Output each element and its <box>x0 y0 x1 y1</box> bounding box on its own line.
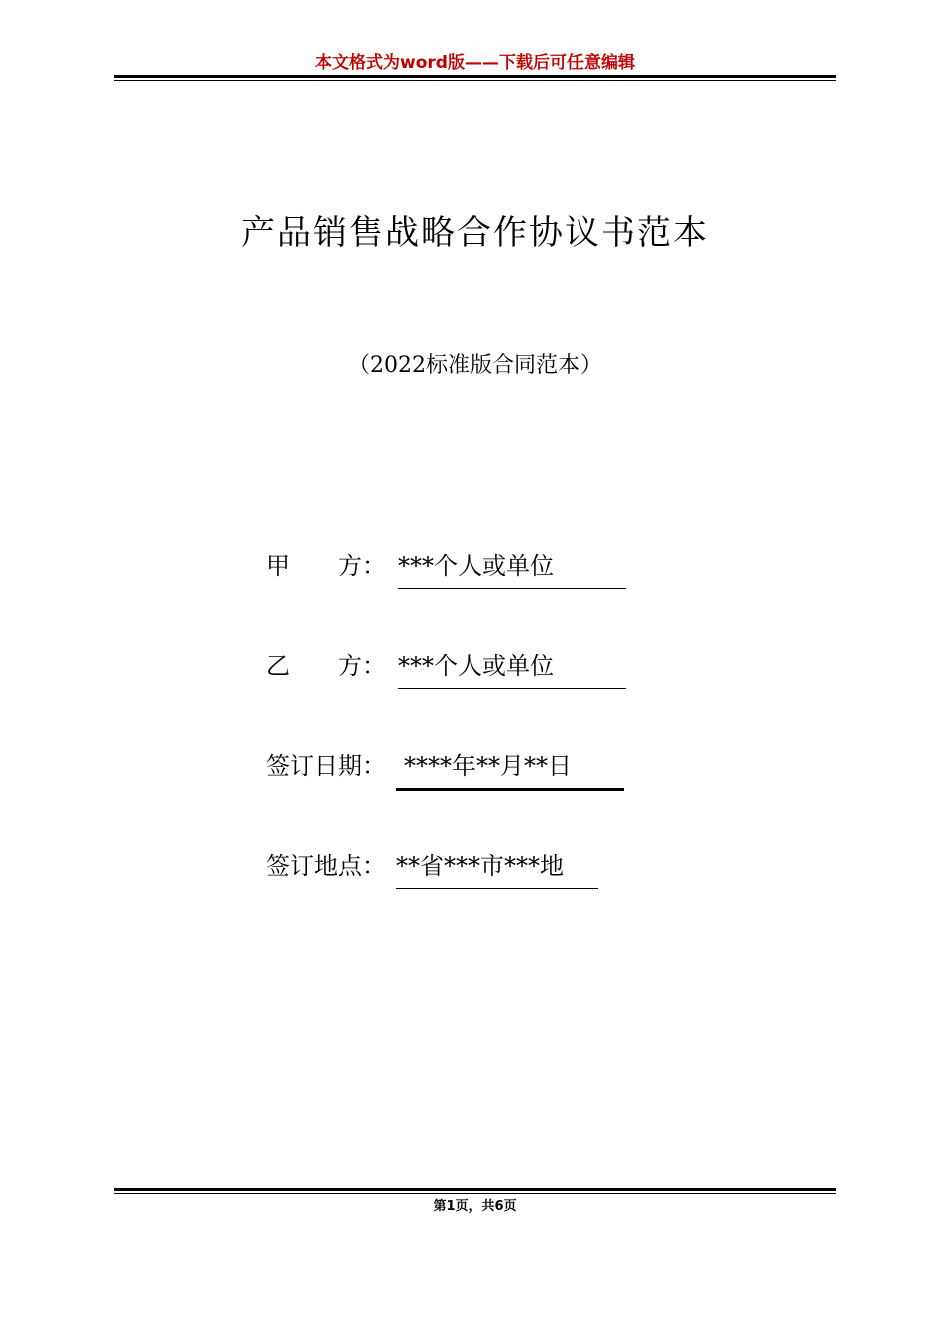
party-b-value: ***个人或单位 <box>398 648 626 689</box>
party-a-value: ***个人或单位 <box>398 548 626 589</box>
sign-place-label: 签订地点： <box>266 852 386 880</box>
footer-rule <box>114 1188 836 1194</box>
header-rule <box>114 75 836 81</box>
sign-place-value: **省***市***地 <box>396 848 598 889</box>
party-a-label: 甲 方： <box>266 552 386 580</box>
header-note: 本文格式为word版——下载后可任意编辑 <box>315 53 635 73</box>
sign-date-label: 签订日期： <box>266 752 386 780</box>
sign-date-value: ****年**月**日 <box>396 748 624 791</box>
document-subtitle: （2022标准版合同范本） <box>348 353 602 378</box>
page-number: 第1页，共6页 <box>433 1199 517 1214</box>
document-title: 产品销售战略合作协议书范本 <box>241 213 709 253</box>
party-b-label: 乙 方： <box>266 652 386 680</box>
